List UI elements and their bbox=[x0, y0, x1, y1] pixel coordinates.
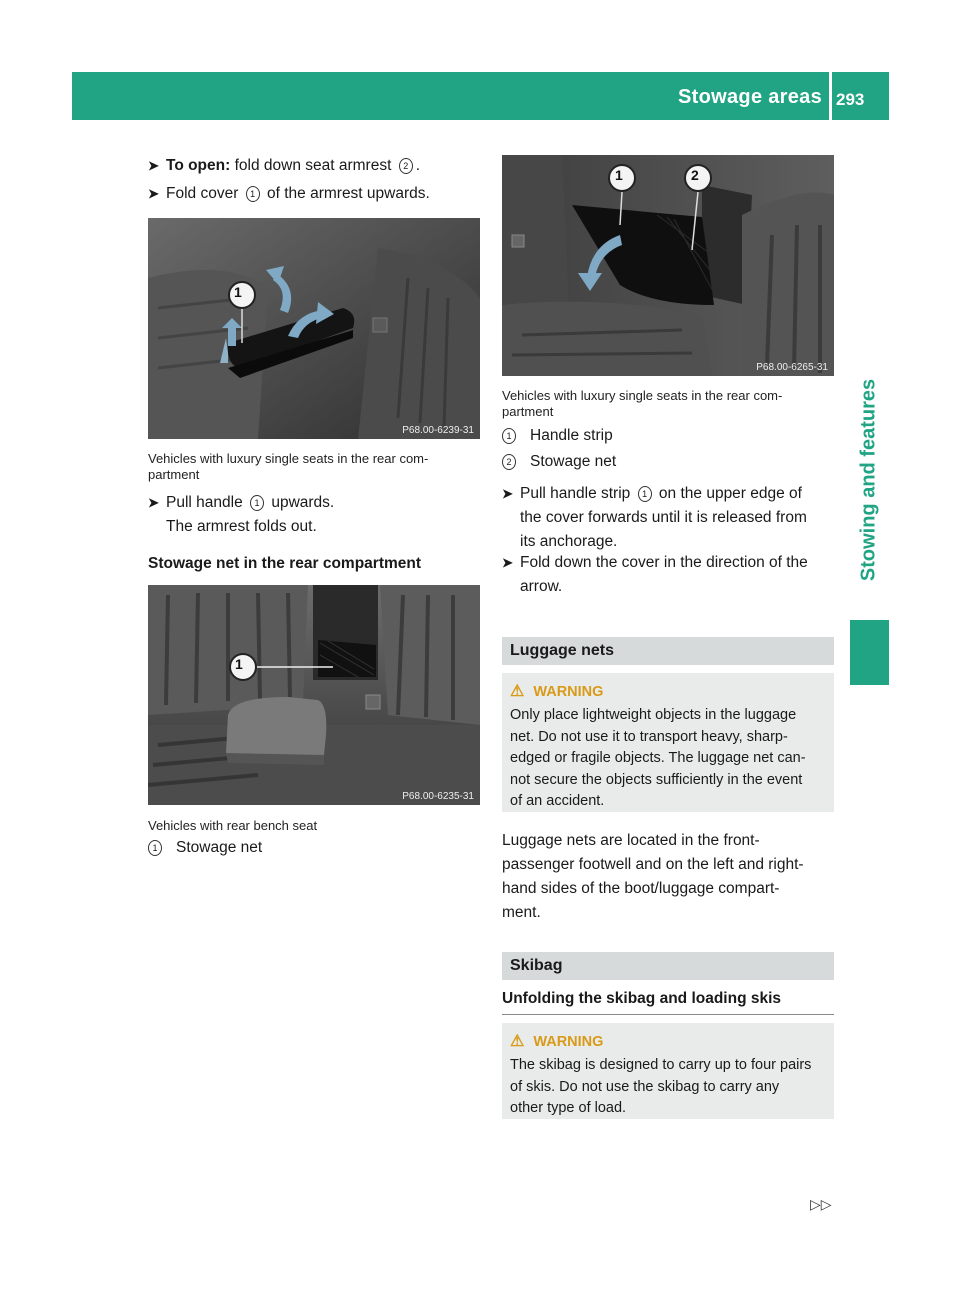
paragraph-line: passenger footwell and on the left and right- bbox=[502, 856, 804, 873]
step-text: Pull handle bbox=[166, 494, 243, 511]
callout-ref: 2 bbox=[502, 454, 516, 470]
warning-line: of an accident. bbox=[510, 793, 605, 809]
warning-line: Only place lightweight objects in the luggage bbox=[510, 707, 797, 723]
step-text: Pull handle strip bbox=[520, 485, 631, 502]
image-caption bbox=[502, 388, 834, 420]
image-caption: Vehicles with rear bench seat bbox=[148, 818, 318, 833]
callout-ref: 1 bbox=[502, 428, 516, 444]
step-arrow-icon: ➤ bbox=[502, 555, 513, 570]
callout-ref: 2 bbox=[399, 158, 413, 174]
step-text: its anchorage. bbox=[520, 533, 618, 550]
warning-triangle-icon: ⚠ bbox=[510, 683, 525, 700]
caption-line: partment bbox=[148, 467, 200, 482]
legend-text: Handle strip bbox=[530, 427, 613, 444]
stowage-net-photo bbox=[502, 155, 834, 376]
paragraph-line: hand sides of the boot/luggage compart- bbox=[502, 880, 780, 897]
step-result: The armrest folds out. bbox=[166, 518, 317, 535]
legend-text: Stowage net bbox=[176, 839, 263, 856]
warning-line: edged or fragile objects. The luggage net can- bbox=[510, 750, 806, 766]
header-separator bbox=[829, 72, 832, 120]
caption-line: Vehicles with luxury single seats in the rear com- bbox=[502, 388, 783, 403]
step-text: on the upper edge of bbox=[658, 485, 802, 502]
step-text: Fold cover bbox=[166, 185, 239, 202]
callout-ref: 1 bbox=[246, 186, 260, 202]
warning-body bbox=[510, 705, 828, 813]
armrest-photo bbox=[148, 218, 480, 439]
image-reference: P68.00-6239-31 bbox=[402, 425, 474, 436]
step-text: upwards. bbox=[271, 494, 335, 511]
divider bbox=[502, 1014, 834, 1015]
image-callout: 2 bbox=[691, 167, 699, 183]
bench-seat-photo bbox=[148, 585, 480, 805]
step-arrow-icon: ➤ bbox=[148, 186, 159, 201]
image-caption bbox=[148, 451, 480, 483]
section-bar bbox=[502, 637, 834, 665]
warning-title-text: WARNING bbox=[533, 1034, 604, 1050]
continue-marker: ▷▷ bbox=[810, 1196, 832, 1212]
paragraph-line: ment. bbox=[502, 904, 541, 921]
step-text: the cover forwards until it is released from bbox=[520, 509, 807, 526]
image-reference: P68.00-6235-31 bbox=[402, 791, 474, 802]
image-callout: 1 bbox=[235, 656, 243, 672]
legend-text: Stowage net bbox=[530, 453, 617, 470]
step-pull-strip bbox=[502, 482, 852, 554]
warning-box bbox=[502, 1023, 834, 1119]
step-text: arrow. bbox=[520, 578, 563, 595]
warning-title-text: WARNING bbox=[533, 684, 604, 700]
warning-line: net. Do not use it to transport heavy, sharp- bbox=[510, 728, 788, 745]
section-bar bbox=[502, 952, 834, 980]
warning-box bbox=[502, 673, 834, 812]
step-arrow-icon: ➤ bbox=[502, 486, 513, 501]
subheading: Unfolding the skibag and loading skis bbox=[502, 990, 782, 1007]
step-text: fold down seat armrest bbox=[234, 157, 392, 174]
step-text: Fold down the cover in the direction of the bbox=[520, 554, 808, 571]
caption-line: partment bbox=[502, 404, 554, 419]
paragraph-line: Luggage nets are located in the front- bbox=[502, 832, 760, 849]
warning-title bbox=[510, 1031, 603, 1051]
image-reference: P68.00-6265-31 bbox=[756, 362, 828, 373]
warning-body bbox=[510, 1055, 828, 1120]
step-open: ➤ To open: fold down seat armrest 2 . bbox=[148, 154, 498, 178]
callout-ref: 1 bbox=[148, 840, 162, 856]
legend-item bbox=[148, 836, 262, 860]
step-arrow-icon: ➤ bbox=[148, 158, 159, 173]
warning-triangle-icon: ⚠ bbox=[510, 1033, 525, 1050]
step-fold-down bbox=[502, 551, 852, 599]
callout-ref: 1 bbox=[250, 495, 264, 511]
step-pull-handle bbox=[148, 491, 498, 515]
warning-line: other type of load. bbox=[510, 1100, 627, 1116]
section-title: Skibag bbox=[510, 957, 563, 974]
warning-line: The skibag is designed to carry up to four pairs bbox=[510, 1057, 812, 1073]
warning-line: not secure the objects sufficiently in the event bbox=[510, 771, 803, 788]
legend-item bbox=[502, 424, 613, 448]
warning-line: of skis. Do not use the skibag to carry any bbox=[510, 1078, 780, 1095]
image-callout: 1 bbox=[234, 284, 242, 300]
chapter-tab-label: Stowing and features bbox=[857, 378, 880, 582]
section-title: Luggage nets bbox=[510, 642, 615, 659]
legend-item bbox=[502, 450, 616, 474]
step-text: of the armrest upwards. bbox=[267, 185, 430, 202]
section-heading: Stowage net in the rear compartment bbox=[148, 555, 422, 572]
step-arrow-icon: ➤ bbox=[148, 495, 159, 510]
paragraph bbox=[502, 829, 834, 925]
image-callout: 1 bbox=[615, 167, 623, 183]
callout-ref: 1 bbox=[638, 486, 652, 502]
step-fold-cover bbox=[148, 182, 498, 206]
chapter-tab-marker bbox=[850, 620, 889, 685]
warning-title bbox=[510, 681, 603, 701]
step-lead: To open: bbox=[166, 157, 231, 174]
page-number: 293 bbox=[836, 90, 865, 109]
page-title: Stowage areas bbox=[678, 86, 822, 108]
caption-line: Vehicles with luxury single seats in the rear com- bbox=[148, 451, 429, 466]
